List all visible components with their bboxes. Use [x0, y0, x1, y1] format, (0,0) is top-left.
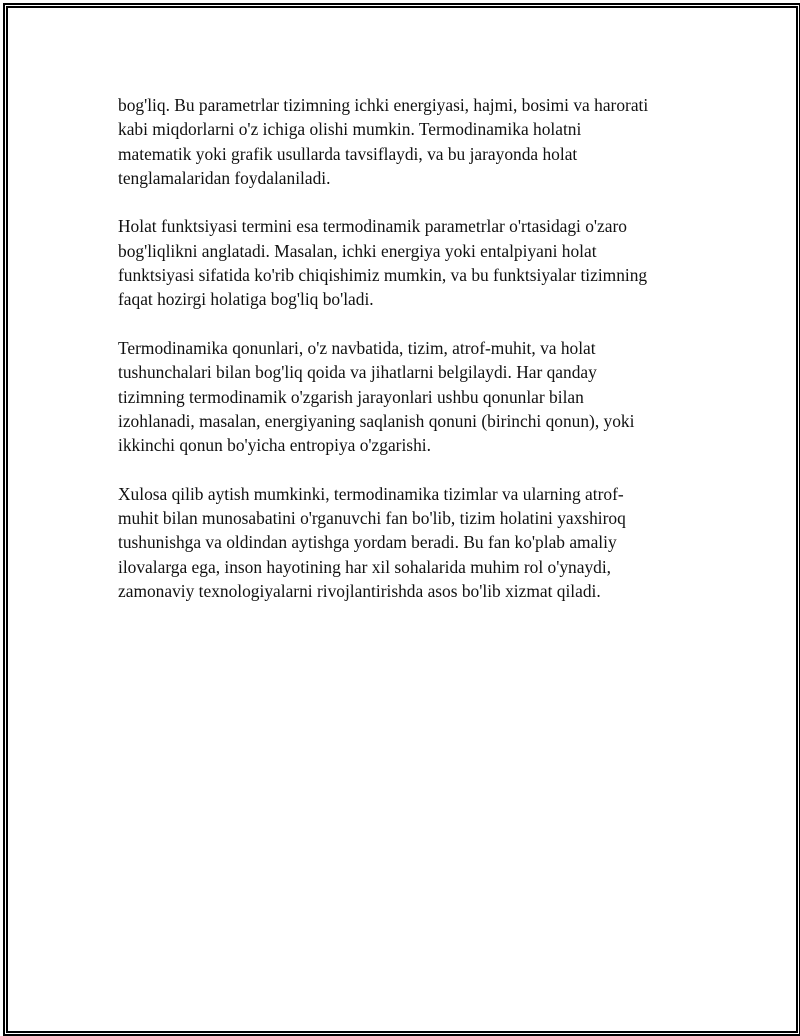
paragraph-3: Termodinamika qonunlari, o'z navbatida, tizim, atrof-muhit, va holat tushunchalari bilan bog'liq qoida va jihatlarni belgilaydi. Har qanday tizimning termodinamik o'zgarish jarayonlari ushbu qonunlar bilan izohlanadi, masalan, energiyaning saqlanish qonuni (birinchi qonun), yoki ikkinchi qonun bo'yicha entropiya o'zgarishi.: [118, 337, 635, 456]
paragraph-2: Holat funktsiyasi termini esa termodinamik parametrlar o'rtasidagi o'zaro bog'liqlikni anglatadi. Masalan, ichki energiya yoki entalpiyani holat funktsiyasi sifatida ko'rib chiqishimiz mumkin, va bu funktsiyalar tizimning faqat hozirgi holatiga bog'liq bo'ladi.: [118, 216, 648, 310]
paragraph-1: bog'liq. Bu parametrlar tizimning ichki energiyasi, hajmi, bosimi va harorati kabi miqdorlarni o'z ichiga olishi mumkin. Termodinamika holatni matematik yoki grafik usullarda tavsiflaydi, va bu jarayonda holat tenglamalaridan foydalaniladi.: [118, 95, 649, 188]
paragraph-4: Xulosa qilib aytish mumkinki, termodinamika tizimlar va ularning atrof- muhit bilan munosabatini o'rganuvchi fan bo'lib, tizim holatini yaxshiroq tushunishga va oldindan aytishga yordam beradi. Bu fan ko'plab amaliy ilovalarga ega, inson hayotining har xil sohalarida muhim rol o'ynaydi, zamonaviy texnologiyalarni rivojlantirishda asos bo'lib xizmat qiladi.: [118, 483, 626, 601]
document-body: [118, 93, 693, 628]
